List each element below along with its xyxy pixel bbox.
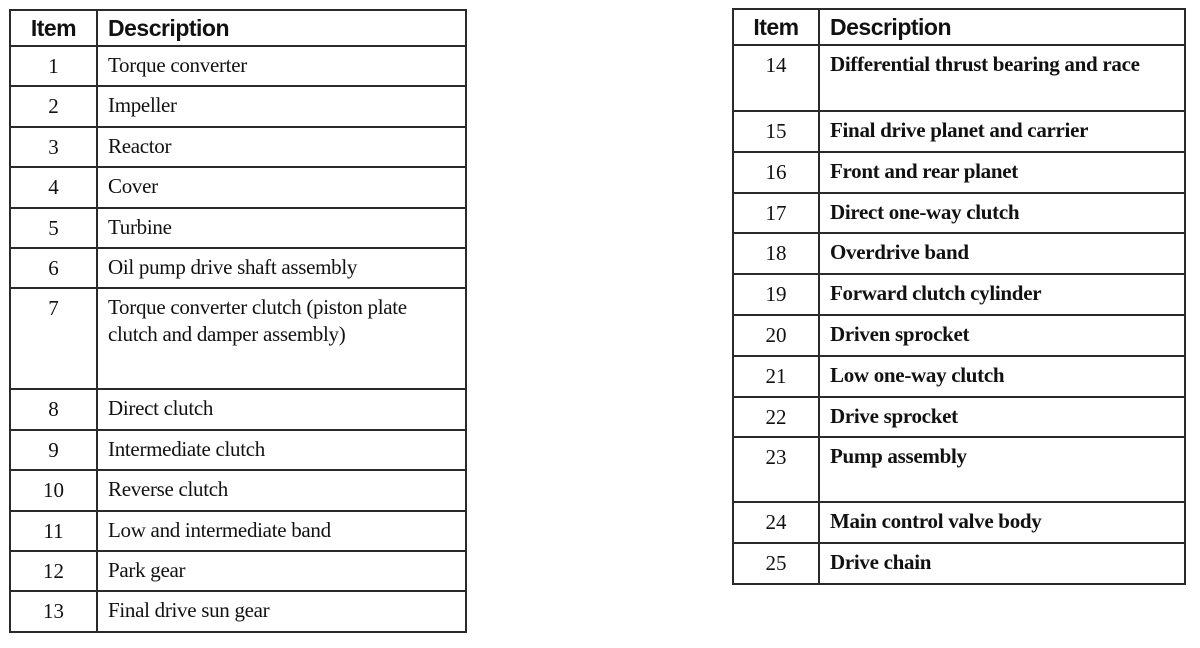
- column-header-description: Description: [97, 10, 466, 46]
- item-description: Forward clutch cylinder: [819, 274, 1185, 315]
- parts-table-right: [732, 8, 1186, 585]
- table-row: [733, 233, 1185, 274]
- item-number: 2: [10, 86, 97, 126]
- item-description: Cover: [97, 167, 466, 207]
- item-number: 16: [733, 152, 819, 193]
- item-number: 3: [10, 127, 97, 167]
- column-header-item: Item: [10, 10, 97, 46]
- item-description: Torque converter clutch (piston plate clutch and damper assembly): [97, 288, 466, 389]
- table-header-row: [10, 10, 466, 46]
- table-row: [10, 167, 466, 207]
- table-row: [733, 356, 1185, 397]
- item-description: Driven sprocket: [819, 315, 1185, 356]
- item-number: 22: [733, 397, 819, 438]
- item-number: 1: [10, 46, 97, 86]
- table-row: [10, 511, 466, 551]
- item-number: 18: [733, 233, 819, 274]
- item-description: Final drive sun gear: [97, 591, 466, 631]
- item-description: Direct one-way clutch: [819, 193, 1185, 234]
- item-description: Oil pump drive shaft assembly: [97, 248, 466, 288]
- item-description: Turbine: [97, 208, 466, 248]
- item-description: Intermediate clutch: [97, 430, 466, 470]
- table-row: [10, 127, 466, 167]
- item-number: 25: [733, 543, 819, 584]
- item-description: Overdrive band: [819, 233, 1185, 274]
- item-number: 23: [733, 437, 819, 502]
- item-description: Differential thrust bearing and race: [819, 45, 1185, 111]
- table-row: [10, 288, 466, 389]
- item-number: 10: [10, 470, 97, 510]
- column-header-item: Item: [733, 9, 819, 45]
- item-number: 15: [733, 111, 819, 152]
- item-number: 11: [10, 511, 97, 551]
- item-description: Reverse clutch: [97, 470, 466, 510]
- table-row: [733, 274, 1185, 315]
- item-description: Front and rear planet: [819, 152, 1185, 193]
- table-row: [733, 543, 1185, 584]
- table-row: [10, 430, 466, 470]
- table-row: [733, 397, 1185, 438]
- table-row: [10, 591, 466, 631]
- table-row: [10, 551, 466, 591]
- column-header-description: Description: [819, 9, 1185, 45]
- item-description: Main control valve body: [819, 502, 1185, 543]
- table-row: [10, 248, 466, 288]
- item-number: 7: [10, 288, 97, 389]
- item-number: 21: [733, 356, 819, 397]
- table-row: [733, 193, 1185, 234]
- table-row: [10, 470, 466, 510]
- item-description: Drive chain: [819, 543, 1185, 584]
- table-row: [733, 45, 1185, 111]
- table-row: [10, 46, 466, 86]
- item-number: 4: [10, 167, 97, 207]
- table-row: [733, 152, 1185, 193]
- table-header-row: [733, 9, 1185, 45]
- table-row: [733, 111, 1185, 152]
- item-number: 20: [733, 315, 819, 356]
- table-row: [733, 502, 1185, 543]
- item-number: 5: [10, 208, 97, 248]
- item-description: Direct clutch: [97, 389, 466, 429]
- item-description: Impeller: [97, 86, 466, 126]
- item-description: Reactor: [97, 127, 466, 167]
- table-row: [733, 437, 1185, 502]
- item-number: 9: [10, 430, 97, 470]
- parts-table-left: [9, 9, 467, 633]
- item-description: Final drive planet and carrier: [819, 111, 1185, 152]
- item-description: Drive sprocket: [819, 397, 1185, 438]
- item-number: 19: [733, 274, 819, 315]
- item-number: 8: [10, 389, 97, 429]
- item-number: 17: [733, 193, 819, 234]
- item-number: 6: [10, 248, 97, 288]
- item-description: Pump assembly: [819, 437, 1185, 502]
- item-number: 24: [733, 502, 819, 543]
- table-row: [10, 86, 466, 126]
- item-number: 14: [733, 45, 819, 111]
- item-description: Park gear: [97, 551, 466, 591]
- table-row: [733, 315, 1185, 356]
- item-number: 13: [10, 591, 97, 631]
- table-row: [10, 208, 466, 248]
- item-description: Torque converter: [97, 46, 466, 86]
- item-number: 12: [10, 551, 97, 591]
- item-description: Low one-way clutch: [819, 356, 1185, 397]
- item-description: Low and intermediate band: [97, 511, 466, 551]
- table-row: [10, 389, 466, 429]
